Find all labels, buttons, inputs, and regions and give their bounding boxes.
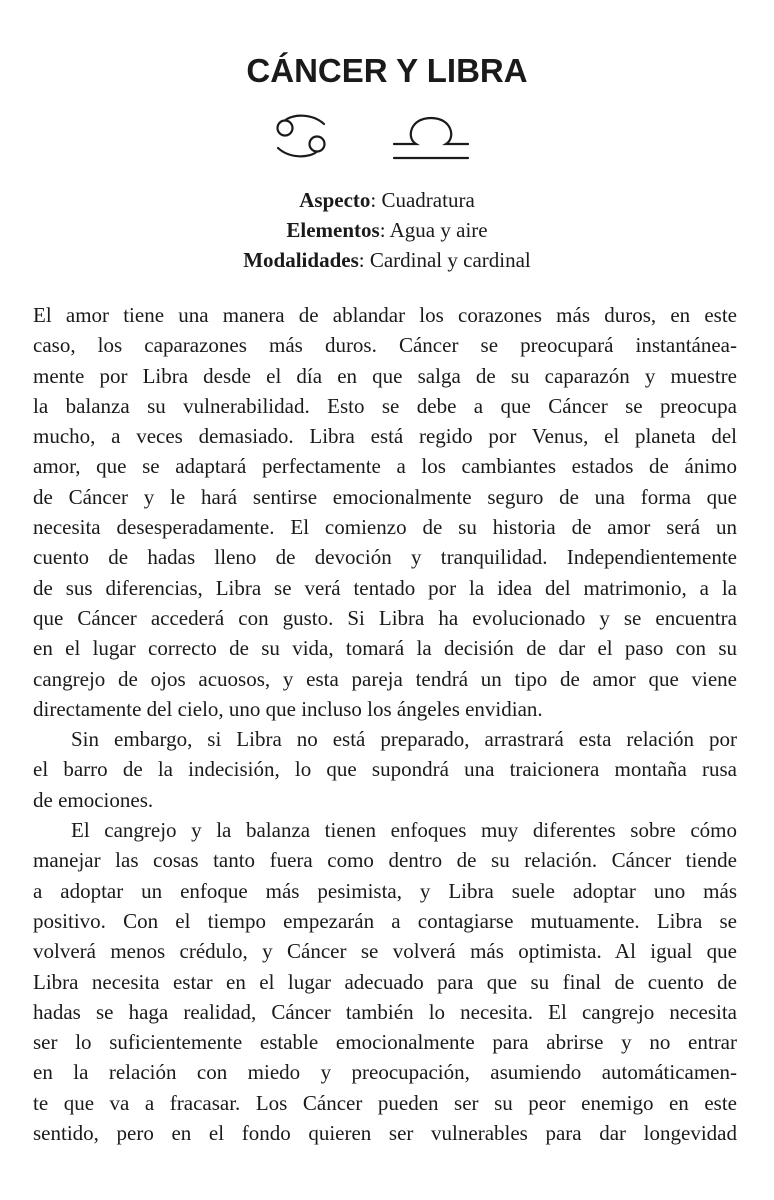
text-line: mucho, a veces demasiado. Libra está regido por Venus, el planeta del bbox=[33, 424, 737, 449]
modalities-row bbox=[0, 245, 774, 275]
text-line: en el lugar correcto de su vida, tomará la decisión de dar el paso con su bbox=[33, 636, 737, 661]
text-line: manejar las cosas tanto fuera como dentro de su relación. Cáncer tiende bbox=[33, 848, 737, 873]
zodiac-symbols bbox=[0, 110, 774, 170]
text-line: que Cáncer accederá con gusto. Si Libra ha evolucionado y se encuentra bbox=[33, 605, 737, 630]
modalities-label: Modalidades bbox=[243, 248, 359, 272]
sign-details bbox=[0, 185, 774, 275]
body-text bbox=[33, 300, 737, 1148]
text-line: amor, que se adaptará perfectamente a los cambiantes estados de ánimo bbox=[33, 454, 737, 479]
text-line: ser lo suficientemente estable emocionalmente para abrirse y no entrar bbox=[33, 1030, 737, 1055]
elements-value: : Agua y aire bbox=[379, 218, 488, 242]
page-title: CÁNCER Y LIBRA bbox=[246, 52, 528, 89]
text-line: cangrejo de ojos acuosos, y esta pareja tendrá un tipo de amor que viene bbox=[33, 666, 737, 691]
text-line: necesita desesperadamente. El comienzo de su historia de amor será un bbox=[33, 515, 737, 540]
text-line: de sus diferencias, Libra se verá tentado por la idea del matrimonio, a la bbox=[33, 575, 737, 600]
text-line: Sin embargo, si Libra no está preparado, arrastrará esta relación por bbox=[71, 727, 737, 752]
elements-row bbox=[0, 215, 774, 245]
paragraph-1 bbox=[33, 300, 737, 724]
text-line: caso, los caparazones más duros. Cáncer se preocupará instantánea- bbox=[33, 333, 737, 358]
text-line: directamente del cielo, uno que incluso los ángeles envidian. bbox=[33, 696, 543, 721]
modalities-value: : Cardinal y cardinal bbox=[358, 248, 531, 272]
aspect-label: Aspecto bbox=[299, 188, 371, 212]
elements-label: Elementos bbox=[286, 218, 380, 242]
text-line: la balanza su vulnerabilidad. Esto se debe a que Cáncer se preocupa bbox=[33, 393, 737, 418]
libra-symbol-icon bbox=[390, 110, 472, 166]
text-line: cuento de hadas lleno de devoción y tranquilidad. Independientemente bbox=[33, 545, 737, 570]
aspect-row bbox=[0, 185, 774, 215]
text-line: positivo. Con el tiempo empezarán a contagiarse mutuamente. Libra se bbox=[33, 908, 737, 933]
paragraph-3 bbox=[33, 815, 737, 1148]
cancer-symbol-icon bbox=[272, 110, 330, 162]
text-line: hadas se haga realidad, Cáncer también lo necesita. El cangrejo necesita bbox=[33, 999, 737, 1024]
text-line: te que va a fracasar. Los Cáncer pueden ser su peor enemigo en este bbox=[33, 1090, 737, 1115]
text-line: El amor tiene una manera de ablandar los corazones más duros, en este bbox=[33, 303, 737, 327]
text-line: de emociones. bbox=[33, 787, 154, 812]
text-line: volverá menos crédulo, y Cáncer se volverá más optimista. Al igual que bbox=[33, 939, 737, 964]
text-line: El cangrejo y la balanza tienen enfoques muy diferentes sobre cómo bbox=[71, 818, 737, 843]
text-line: Libra necesita estar en el lugar adecuado para que su final de cuento de bbox=[33, 969, 737, 994]
paragraph-2 bbox=[33, 724, 737, 815]
text-line: mente por Libra desde el día en que salga de su caparazón y muestre bbox=[33, 363, 737, 388]
text-line: sentido, pero en el fondo quieren ser vulnerables para dar longevidad bbox=[33, 1121, 737, 1146]
text-line: de Cáncer y le hará sentirse emocionalmente seguro de una forma que bbox=[33, 484, 737, 509]
aspect-value: : Cuadratura bbox=[370, 188, 475, 212]
text-line: el barro de la indecisión, lo que supondrá una traicionera montaña rusa bbox=[33, 757, 737, 782]
text-line: a adoptar un enfoque más pesimista, y Libra suele adoptar uno más bbox=[33, 878, 737, 903]
text-line: en la relación con miedo y preocupación, asumiendo automáticamen- bbox=[33, 1060, 737, 1085]
